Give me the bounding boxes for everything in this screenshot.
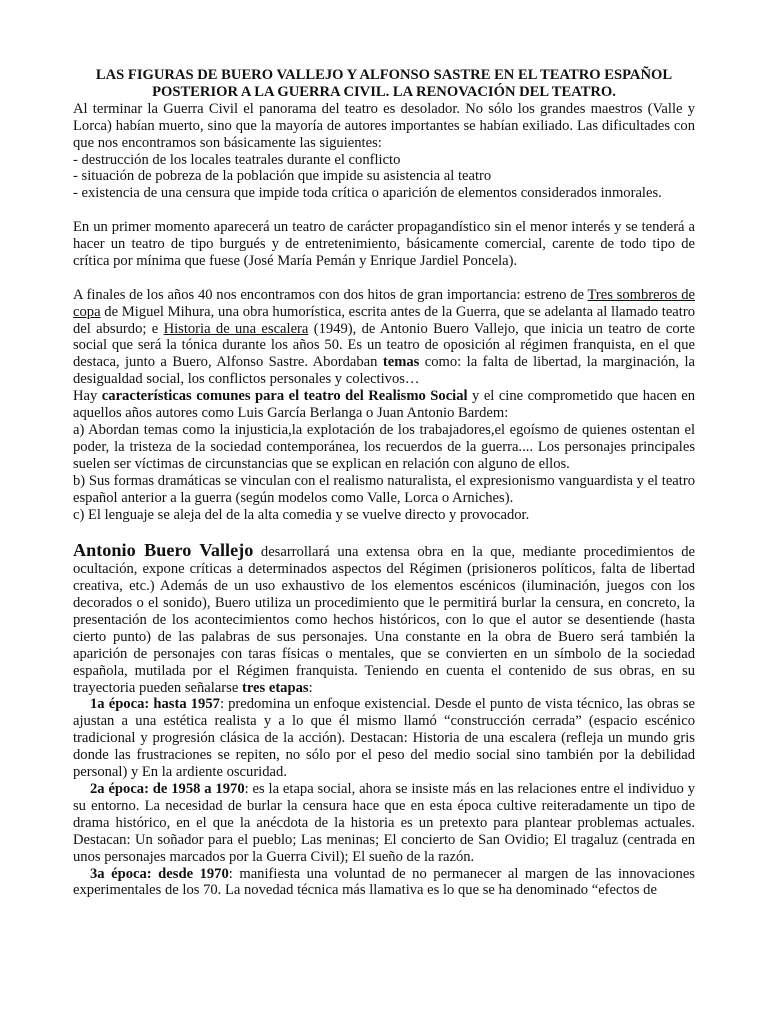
- stage-1: 1a época: hasta 1957: predomina un enfoque existencial. Desde el punto de vista técnico, las obras se ajustan a una estética realista y a lo que él mismo llamó “construcción cerrada” (espacio escénico tradicional y progresión clásica de la acción). Destacan: Historia de una escalera (refleja un mundo gris donde las frustraciones se repiten, no sólo por el peso del medio social sino también por la debilidad personal) y En la ardiente oscuridad.: [73, 696, 695, 781]
- title-line-2: POSTERIOR A LA GUERRA CIVIL. LA RENOVACIÓN DEL TEATRO.: [152, 83, 616, 100]
- work-title-tres-sombreros: Tres sombreros de copa: [73, 286, 695, 320]
- tres-etapas-bold: tres etapas: [241, 679, 309, 696]
- document-title: [73, 67, 695, 101]
- feature-a: a) Abordan temas como la injusticia,la explotación de los trabajadores,el egoísmo de quienes ostentan el poder, la tristeza de la sociedad contemporánea, los recuerdos de la guerra.... Los personajes principales suelen ser víctimas de circunstancias que se explican en relación con alguno de ellos.: [73, 422, 695, 472]
- buero-paragraph: Antonio Buero Vallejo desarrollará una extensa obra en la que, mediante procedimientos de ocultación, expone críticas a determinados aspectos del Régimen (prisioneros políticos, falta de libertad creativa, etc.) Además de un uso exhaustivo de los elementos escénicos (iluminación, juegos con los decorados o el sonido), Buero utiliza un procedimiento que le permitirá burlar la censura, en concreto, la presentación de los acontecimientos como hechos históricos, con lo que el autor se desentiende (hasta cierto punto) de las palabras de sus personajes. Una constante en la obra de Buero será también la aparición de personajes con taras físicas o mentales, que se convierten en un símbolo de la sociedad española, mutilada por el Régimen franquista. Teniendo en cuenta el contenido de sus obras, en su trayectoria pueden señalarse tres etapas:: [73, 540, 695, 696]
- buero-name-heading: Antonio Buero Vallejo: [73, 540, 254, 561]
- features-bold: características comunes para el teatro del Realismo Social: [101, 388, 468, 405]
- stage-3-label: 3a época: desde 1970: [90, 865, 229, 882]
- feature-b: b) Sus formas dramáticas se vinculan con el realismo naturalista, el expresionismo vanguardista y el teatro español anterior a la guerra (según modelos como Valle, Lorca o Arniches).: [73, 472, 695, 506]
- stage-2-label: 2a época: de 1958 a 1970: [90, 781, 245, 798]
- stage-2: 2a época: de 1958 a 1970: es la etapa social, ahora se insiste más en las relaciones entre el individuo y su entorno. La necesidad de burlar la censura hace que en esta época cultive reiteradamente un tipo de drama histórico, en el que la anécdota de la historia es un pretexto para plantear problemas actuales. Destacan: Un soñador para el pueblo; Las meninas; El concierto de San Ovidio; El tragaluz (centrada en unos personajes marcados por la Guerra Civil); El sueño de la razón.: [73, 781, 695, 865]
- work-title-historia-escalera: Historia de una escalera: [163, 320, 309, 337]
- features-paragraph: Hay características comunes para el teatro del Realismo Social y el cine comprometido que hacen en aquellos años autores como Luis García Berlanga o Juan Antonio Bardem:: [73, 388, 695, 422]
- list-item-censorship: - existencia de una censura que impide toda crítica o aparición de elementos considerados inmorales.: [73, 185, 662, 202]
- stage-3: 3a época: desde 1970: manifiesta una voluntad de no permanecer al margen de las innovaciones experimentales de los 70. La novedad técnica más llamativa es lo que se ha denominado “efectos de: [73, 865, 695, 899]
- intro-paragraph: Al terminar la Guerra Civil el panorama del teatro es desolador. No sólo los grandes maestros (Valle y Lorca) habían muerto, sino que la mayoría de autores importantes se habían exiliado. Las dificultades con que nos encontramos son básicamente las siguientes:: [73, 100, 695, 151]
- list-item-destruction: - destrucción de los locales teatrales durante el conflicto: [73, 151, 401, 168]
- propaganda-paragraph: En un primer momento aparecerá un teatro de carácter propagandístico sin el menor interés y se tenderá a hacer un teatro de tipo burgués y de entretenimiento, básicamente comercial, carente de todo tipo de crítica por mínima que fuese (José María Pemán y Enrique Jardiel Poncela).: [73, 219, 695, 269]
- milestones-paragraph: A finales de los años 40 nos encontramos con dos hitos de gran importancia: estreno de Tres sombreros de copa de Miguel Mihura, una obra humorística, escrita antes de la Guerra, que se adelanta al llamado teatro del absurdo; e Historia de una escalera (1949), de Antonio Buero Vallejo, que inicia un teatro de corte social que será la tónica durante los años 50. Es un teatro de oposición al régimen franquista, en el que destaca, junto a Buero, Alfonso Sastre. Abordaban temas como: la falta de libertad, la marginación, la desigualdad social, los conflictos personales y colectivos…: [73, 286, 696, 388]
- document-page: [73, 67, 695, 899]
- temas-bold: temas: [382, 354, 420, 371]
- title-line-1: LAS FIGURAS DE BUERO VALLEJO Y ALFONSO SASTRE EN EL TEATRO ESPAÑOL: [95, 67, 673, 83]
- feature-c: c) El lenguaje se aleja del de la alta comedia y se vuelve directo y provocador.: [73, 506, 530, 523]
- stage-1-label: 1a época: hasta 1957: [90, 696, 220, 713]
- list-item-poverty: - situación de pobreza de la población que impide su asistencia al teatro: [73, 168, 492, 185]
